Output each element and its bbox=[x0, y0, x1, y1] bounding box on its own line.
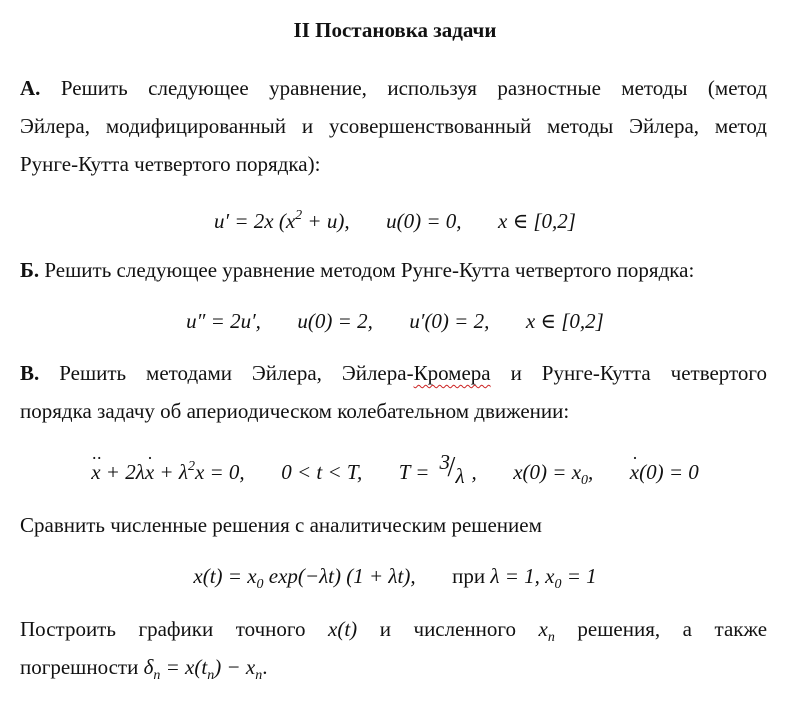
plot-xn: x bbox=[538, 617, 548, 641]
error-end: . bbox=[262, 655, 268, 679]
part-a-label: А. bbox=[20, 76, 41, 100]
part-a-line-2: Эйлера, модифицированный и усовершенствованный методы Эйлера, метод bbox=[20, 114, 767, 138]
plot-text-1: Построить графики точного bbox=[20, 617, 306, 641]
part-b-domain: x ∈ [0,2] bbox=[525, 309, 604, 333]
part-c-x0-b: , bbox=[588, 460, 594, 484]
part-c-eq-end: x = 0, bbox=[194, 460, 245, 484]
part-c-line-2: порядка задачу об апериодическом колебательном движении: bbox=[20, 399, 570, 423]
solution-c: λ = 1, x bbox=[490, 564, 555, 588]
fraction-numerator: 3 bbox=[439, 450, 450, 474]
solution-b: exp(−λt) (1 + λt), bbox=[263, 564, 416, 588]
part-a-init: u(0) = 0, bbox=[386, 209, 462, 233]
compare-text: Сравнить численные решения с аналитическим решением bbox=[20, 513, 542, 537]
part-a-domain: x ∈ [0,2] bbox=[498, 209, 576, 233]
part-c-eq-mid-2: + λ bbox=[154, 460, 188, 484]
error-sub-3: n bbox=[255, 668, 263, 683]
part-b-line-1 bbox=[20, 256, 767, 284]
error-text: погрешности bbox=[20, 655, 139, 679]
part-c-text-1a: Решить методами Эйлера, Эйлера- bbox=[59, 361, 414, 385]
part-a-line-3: Рунге-Кутта четвертого порядка): bbox=[20, 152, 321, 176]
part-c-x0-a: x(0) = x bbox=[513, 460, 582, 484]
plot-line bbox=[20, 615, 767, 652]
error-sub-2: n bbox=[207, 668, 215, 683]
plot-text-2: и численного bbox=[379, 617, 516, 641]
analytic-solution bbox=[0, 561, 790, 600]
x-dot-initial: · x bbox=[630, 457, 639, 487]
part-a-formula bbox=[0, 201, 790, 236]
part-b-formula bbox=[0, 306, 790, 336]
part-c-T: T = bbox=[398, 460, 430, 484]
solution-a: x(t) = x bbox=[193, 564, 257, 588]
part-a-eq-rhs: + u), bbox=[302, 209, 350, 233]
part-b-init-2: u′(0) = 2, bbox=[409, 309, 490, 333]
part-c-comma: , bbox=[471, 460, 477, 484]
error-mid: ) − x bbox=[214, 655, 256, 679]
plot-xt: x(t) bbox=[328, 617, 358, 641]
part-c-text-1c: и Рунге-Кутта четвертого bbox=[510, 361, 768, 385]
part-b-text-1: Решить следующее уравнение методом Рунге-Кутта четвертого порядка: bbox=[44, 258, 695, 282]
part-c-eq-mid-1: + 2λ bbox=[100, 460, 145, 484]
part-c-text-1b: Кромера bbox=[413, 361, 491, 385]
part-c-range: 0 < t < T, bbox=[281, 460, 363, 484]
error-delta: δ bbox=[143, 655, 154, 679]
part-c-line-1 bbox=[20, 359, 767, 387]
part-c-eq-pow: 2 bbox=[187, 459, 195, 474]
solution-pri: при bbox=[452, 564, 486, 588]
plot-text-3: решения, а также bbox=[577, 617, 768, 641]
part-a-eq-lhs: u′ = 2x (x bbox=[214, 209, 296, 233]
part-a-line-1 bbox=[20, 74, 767, 102]
part-b-init-1: u(0) = 2, bbox=[297, 309, 373, 333]
x-single-dot: · x bbox=[145, 457, 154, 487]
fraction-denominator: λ bbox=[455, 464, 465, 488]
solution-sub-2: 0 bbox=[554, 577, 562, 592]
error-sub-1: n bbox=[153, 668, 161, 683]
error-eq: = x(t bbox=[160, 655, 208, 679]
part-c-formula bbox=[0, 452, 790, 496]
error-line bbox=[20, 653, 767, 690]
part-c-fraction: 3 / λ bbox=[435, 455, 471, 485]
part-c-label: В. bbox=[20, 361, 40, 385]
part-a-eq-pow: 2 bbox=[295, 208, 303, 223]
part-a-text-1: Решить следующее уравнение, используя разностные методы (метод bbox=[60, 76, 768, 100]
x-double-dot: ·· x bbox=[91, 457, 100, 487]
solution-d: = 1 bbox=[561, 564, 597, 588]
part-c-xdot-rest: (0) = 0 bbox=[639, 460, 699, 484]
part-b-eq: u″ = 2u′, bbox=[186, 309, 261, 333]
part-b-label: Б. bbox=[20, 258, 40, 282]
plot-xn-sub: n bbox=[547, 630, 555, 645]
section-heading: II Постановка задачи bbox=[293, 18, 497, 42]
solution-sub: 0 bbox=[256, 577, 264, 592]
part-c-x0-sub: 0 bbox=[581, 473, 589, 488]
